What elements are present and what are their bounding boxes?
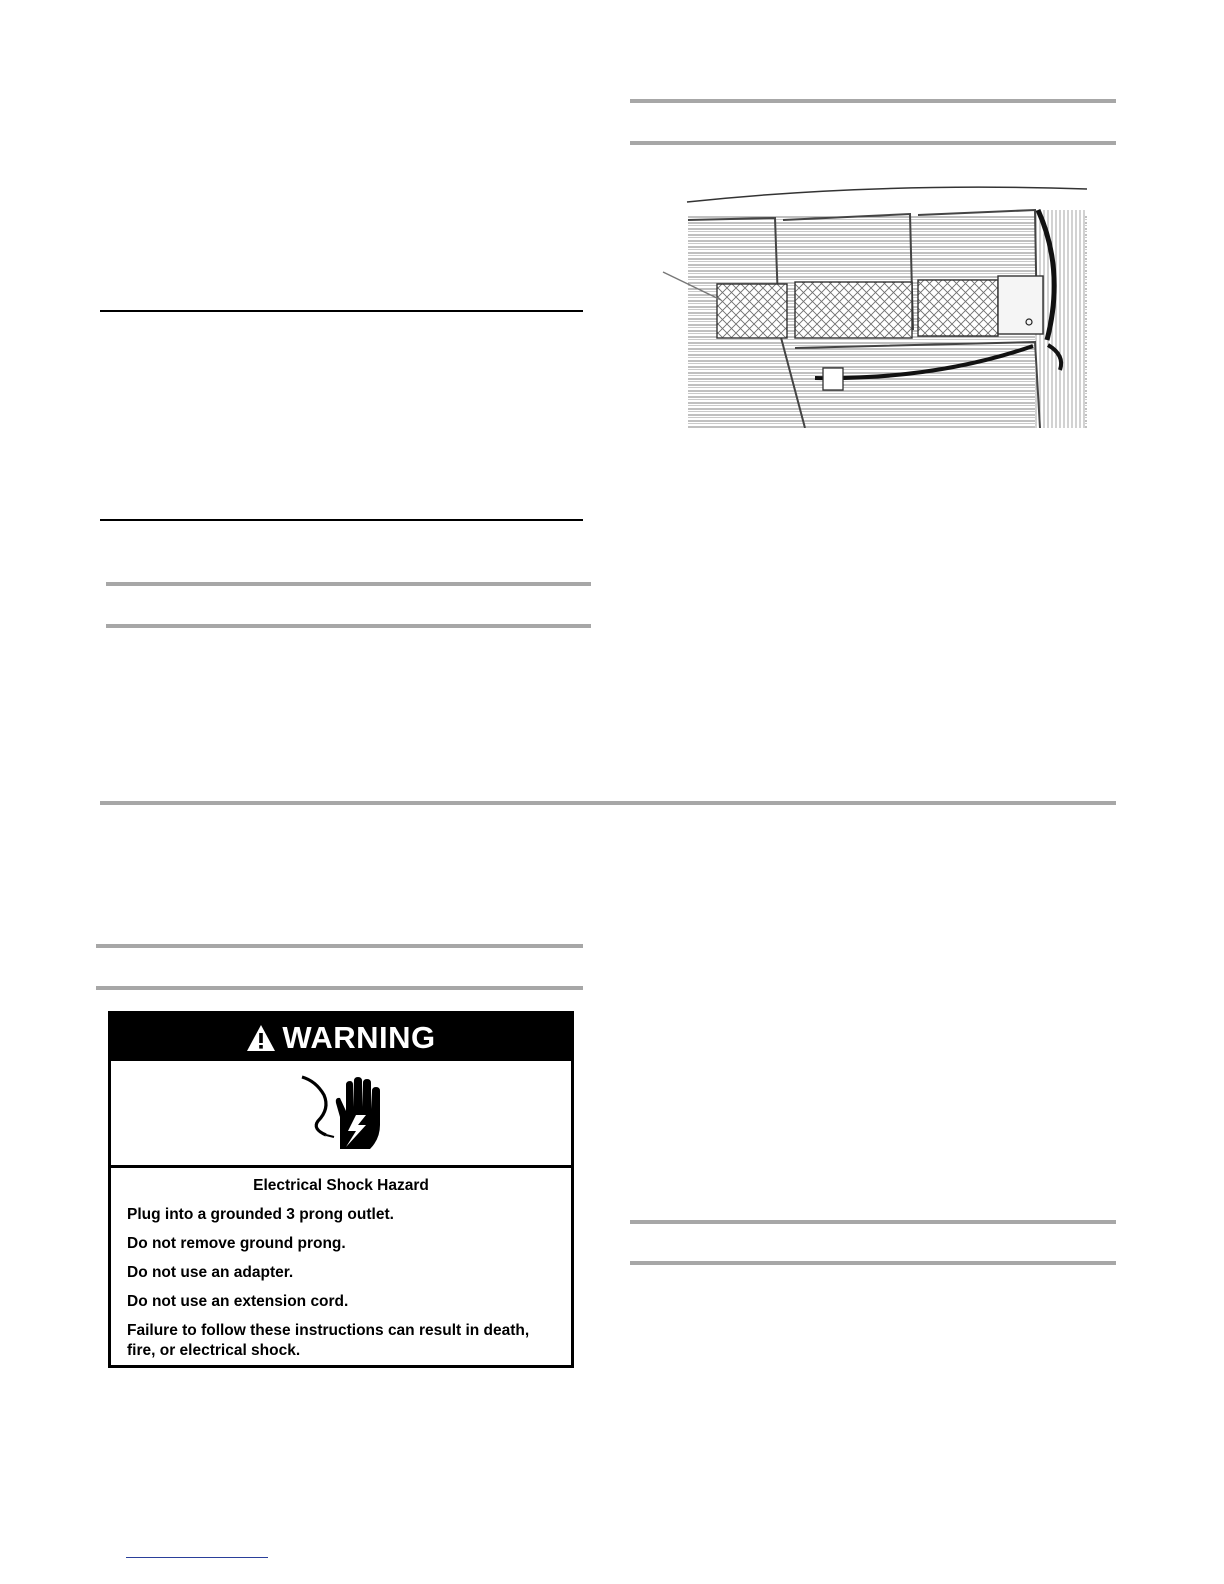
warning-header bbox=[111, 1014, 571, 1061]
section-rule-top-right-lower bbox=[630, 141, 1116, 145]
instruction-line-3: Do not use an adapter. bbox=[127, 1264, 294, 1281]
full-width-divider bbox=[100, 801, 1116, 805]
consequence-statement: Failure to follow these instructions can result in death, fire, or electrical shock. bbox=[127, 1322, 530, 1359]
grille-filter-illustration bbox=[655, 180, 1090, 428]
section-rule-right-bottom-lower bbox=[630, 1261, 1116, 1265]
hazard-title: Electrical Shock Hazard bbox=[253, 1177, 429, 1194]
section-rule-left-lower bbox=[106, 624, 591, 628]
section-rule-right-bottom-upper bbox=[630, 1220, 1116, 1224]
instruction-line-1: Plug into a grounded 3 prong outlet. bbox=[127, 1206, 394, 1223]
section-rule-left-1 bbox=[100, 310, 583, 312]
electrical-warning-label bbox=[108, 1011, 574, 1368]
warning-symbol-area bbox=[111, 1061, 571, 1168]
instruction-line-4: Do not use an extension cord. bbox=[127, 1293, 349, 1310]
section-rule-left-upper bbox=[106, 582, 591, 586]
section-rule-left-bottom-upper bbox=[96, 944, 583, 948]
alert-triangle-icon bbox=[246, 1024, 276, 1052]
footer-link-underline[interactable] bbox=[126, 1557, 268, 1558]
instruction-line-2: Do not remove ground prong. bbox=[127, 1235, 346, 1252]
warning-body bbox=[111, 1168, 571, 1361]
warning-title: WARNING bbox=[282, 1019, 436, 1055]
section-rule-top-right-upper bbox=[630, 99, 1116, 103]
section-rule-left-2 bbox=[100, 519, 583, 521]
section-rule-left-bottom-lower bbox=[96, 986, 583, 990]
electrical-shock-hand-icon bbox=[296, 1073, 386, 1153]
